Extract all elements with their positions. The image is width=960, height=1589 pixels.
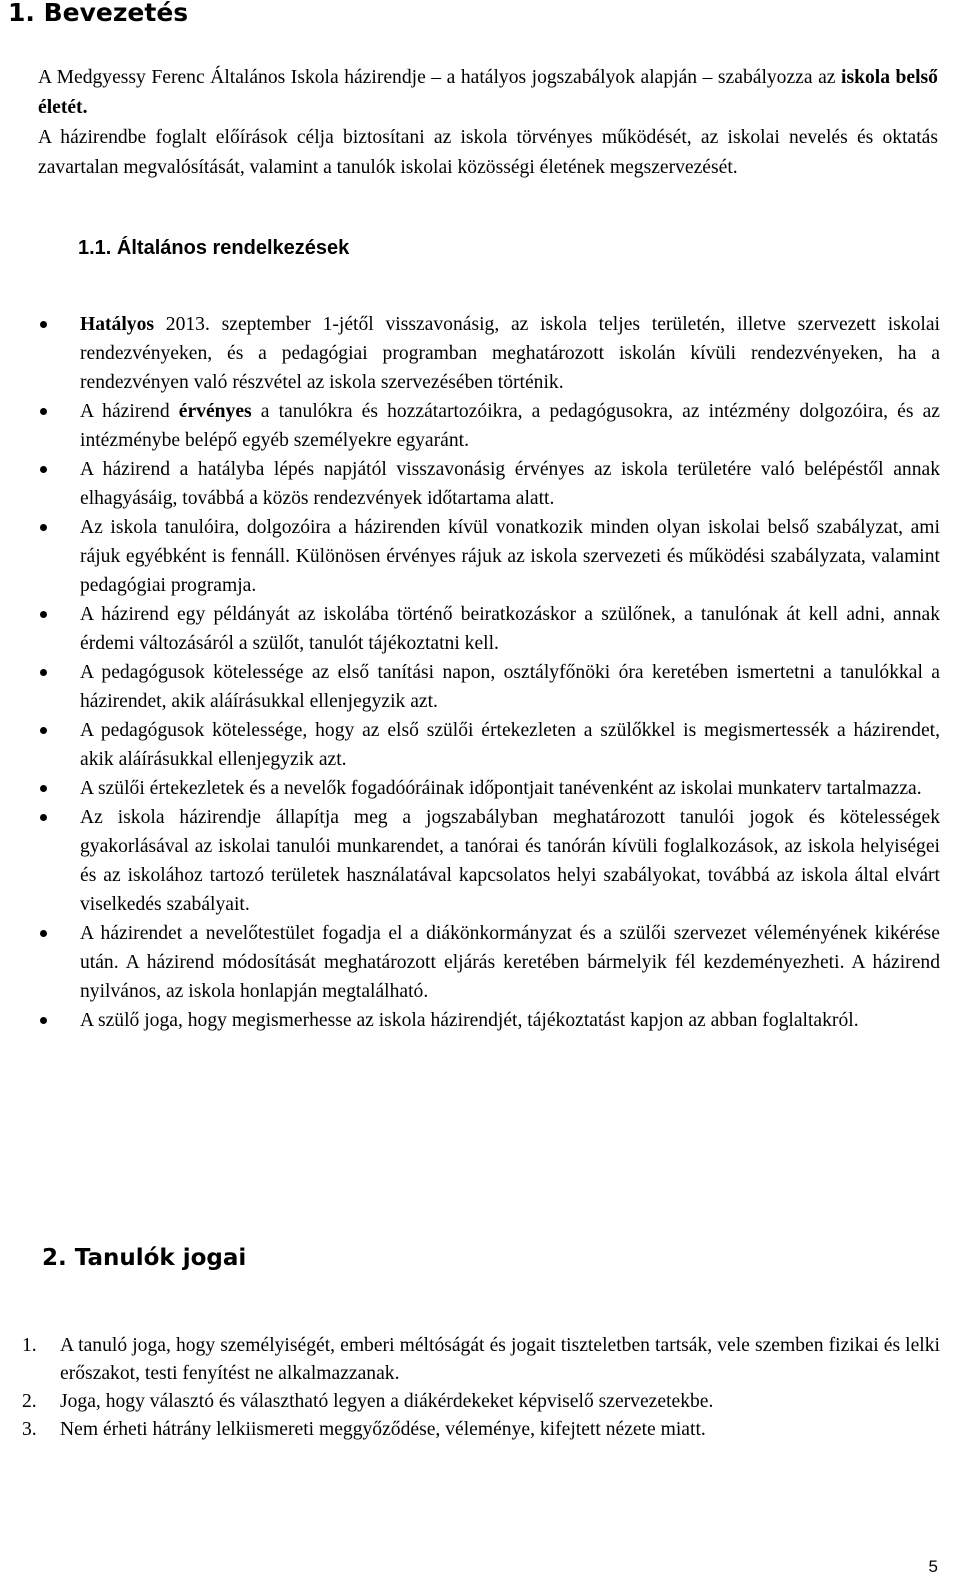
- subsection-heading: 1.1. Általános rendelkezések: [78, 237, 350, 259]
- bullet-icon: [40, 408, 47, 415]
- bullet-icon: [40, 785, 47, 792]
- list-item: Hatályos 2013. szeptember 1-jétől visszavonásig, az iskola teljes területén, illetve szervezett iskolai rendezvényeken, és a pedagógiai programban meghatározott iskolán kívüli rendezvényeken, ha a rendezvényen való részvétel az iskola szervezésében történik.: [40, 310, 940, 397]
- intro-paragraph-2: A házirendbe foglalt előírások célja biztosítani az iskola törvényes működését, az iskolai nevelés és oktatás zavartalan megvalósítását, valamint a tanulók iskolai közösségi életének megszervezését.: [38, 127, 938, 178]
- list-item: 3. Nem érheti hátrány lelkiismereti meggyőződése, véleménye, kifejtett nézete miatt.: [22, 1416, 940, 1444]
- intro-text: [38, 63, 938, 183]
- list-item: A házirend érvényes a tanulókra és hozzátartozóikra, a pedagógusokra, az intézmény dolgozóira, és az intézménybe belépő egyéb személyekre egyaránt.: [40, 397, 940, 455]
- bullet-icon: [40, 466, 47, 473]
- list-item: A szülő joga, hogy megismerhesse az iskola házirendjét, tájékoztatást kapjon az abban foglaltakról.: [40, 1006, 940, 1035]
- list-item: A szülői értekezletek és a nevelők fogadóóráinak időpontjait tanévenként az iskolai munkaterv tartalmazza.: [40, 774, 940, 803]
- general-provisions-list: [40, 310, 940, 1035]
- section-2-heading: 2. Tanulók jogai: [42, 1245, 247, 1271]
- bullet-icon: [40, 1017, 47, 1024]
- item-number: 1.: [22, 1335, 37, 1356]
- list-item: Az iskola tanulóira, dolgozóira a házirenden kívül vonatkozik minden olyan iskolai belső szabályzat, ami rájuk egyébként is fennáll. Különösen érvényes rájuk az iskola szervezeti és működési szabályzata, valamint pedagógiai programja.: [40, 513, 940, 600]
- bullet-icon: [40, 524, 47, 531]
- intro-bold-phrase: iskola belső életét.: [38, 67, 938, 118]
- bullet-icon: [40, 814, 47, 821]
- list-item: A házirend a hatályba lépés napjától visszavonásig érvényes az iskola területére való belépéstől annak elhagyásáig, továbbá a közös rendezvények időtartama alatt.: [40, 455, 940, 513]
- list-item: 1. A tanuló joga, hogy személyiségét, emberi méltóságát és jogait tiszteletben tartsák, vele szemben fizikai és lelki erőszakot, testi fenyítést ne alkalmazzanak.: [22, 1332, 940, 1388]
- bullet-icon: [40, 321, 47, 328]
- list-item: A házirend egy példányát az iskolába történő beiratkozáskor a szülőnek, a tanulónak át kell adni, annak érdemi változásáról a szülőt, tanulót tájékoztatni kell.: [40, 600, 940, 658]
- intro-paragraph-1: A Medgyessy Ferenc Általános Iskola házirendje – a hatályos jogszabályok alapján – szabályozza az iskola belső életét.: [38, 67, 938, 118]
- list-item: A házirendet a nevelőtestület fogadja el a diákönkormányzat és a szülői szervezet véleményének kikérése után. A házirend módosítását meghatározott eljárás keretében bármelyik fél kezdeményezheti. A házirend nyilvános, az iskola honlapján megtalálható.: [40, 919, 940, 1006]
- bullet-icon: [40, 930, 47, 937]
- list-item: 2. Joga, hogy választó és választható legyen a diákérdekeket képviselő szervezetekbe.: [22, 1388, 940, 1416]
- list-item: A pedagógusok kötelessége, hogy az első szülői értekezleten a szülőkkel is megismertessék a házirendet, akik aláírásukkal ellenjegyzik azt.: [40, 716, 940, 774]
- bullet-icon: [40, 727, 47, 734]
- student-rights-list: [22, 1332, 940, 1444]
- item-number: 2.: [22, 1391, 37, 1412]
- section-1-heading: 1. Bevezetés: [8, 0, 189, 27]
- page-number: 5: [928, 1557, 938, 1576]
- bullet-icon: [40, 611, 47, 618]
- bullet-icon: [40, 669, 47, 676]
- list-item: A pedagógusok kötelessége az első tanítási napon, osztályfőnöki óra keretében ismertetni a tanulókkal a házirendet, akik aláírásukkal ellenjegyzik azt.: [40, 658, 940, 716]
- item-number: 3.: [22, 1419, 37, 1440]
- list-item: Az iskola házirendje állapítja meg a jogszabályban meghatározott tanulói jogok és kötelességek gyakorlásával az iskolai tanulói munkarendet, a tanórai és tanórán kívüli foglalkozások, az iskola helyiségei és az iskolához tartozó területek használatával kapcsolatos helyi szabályokat, továbbá az iskola által elvárt viselkedés szabályait.: [40, 803, 940, 919]
